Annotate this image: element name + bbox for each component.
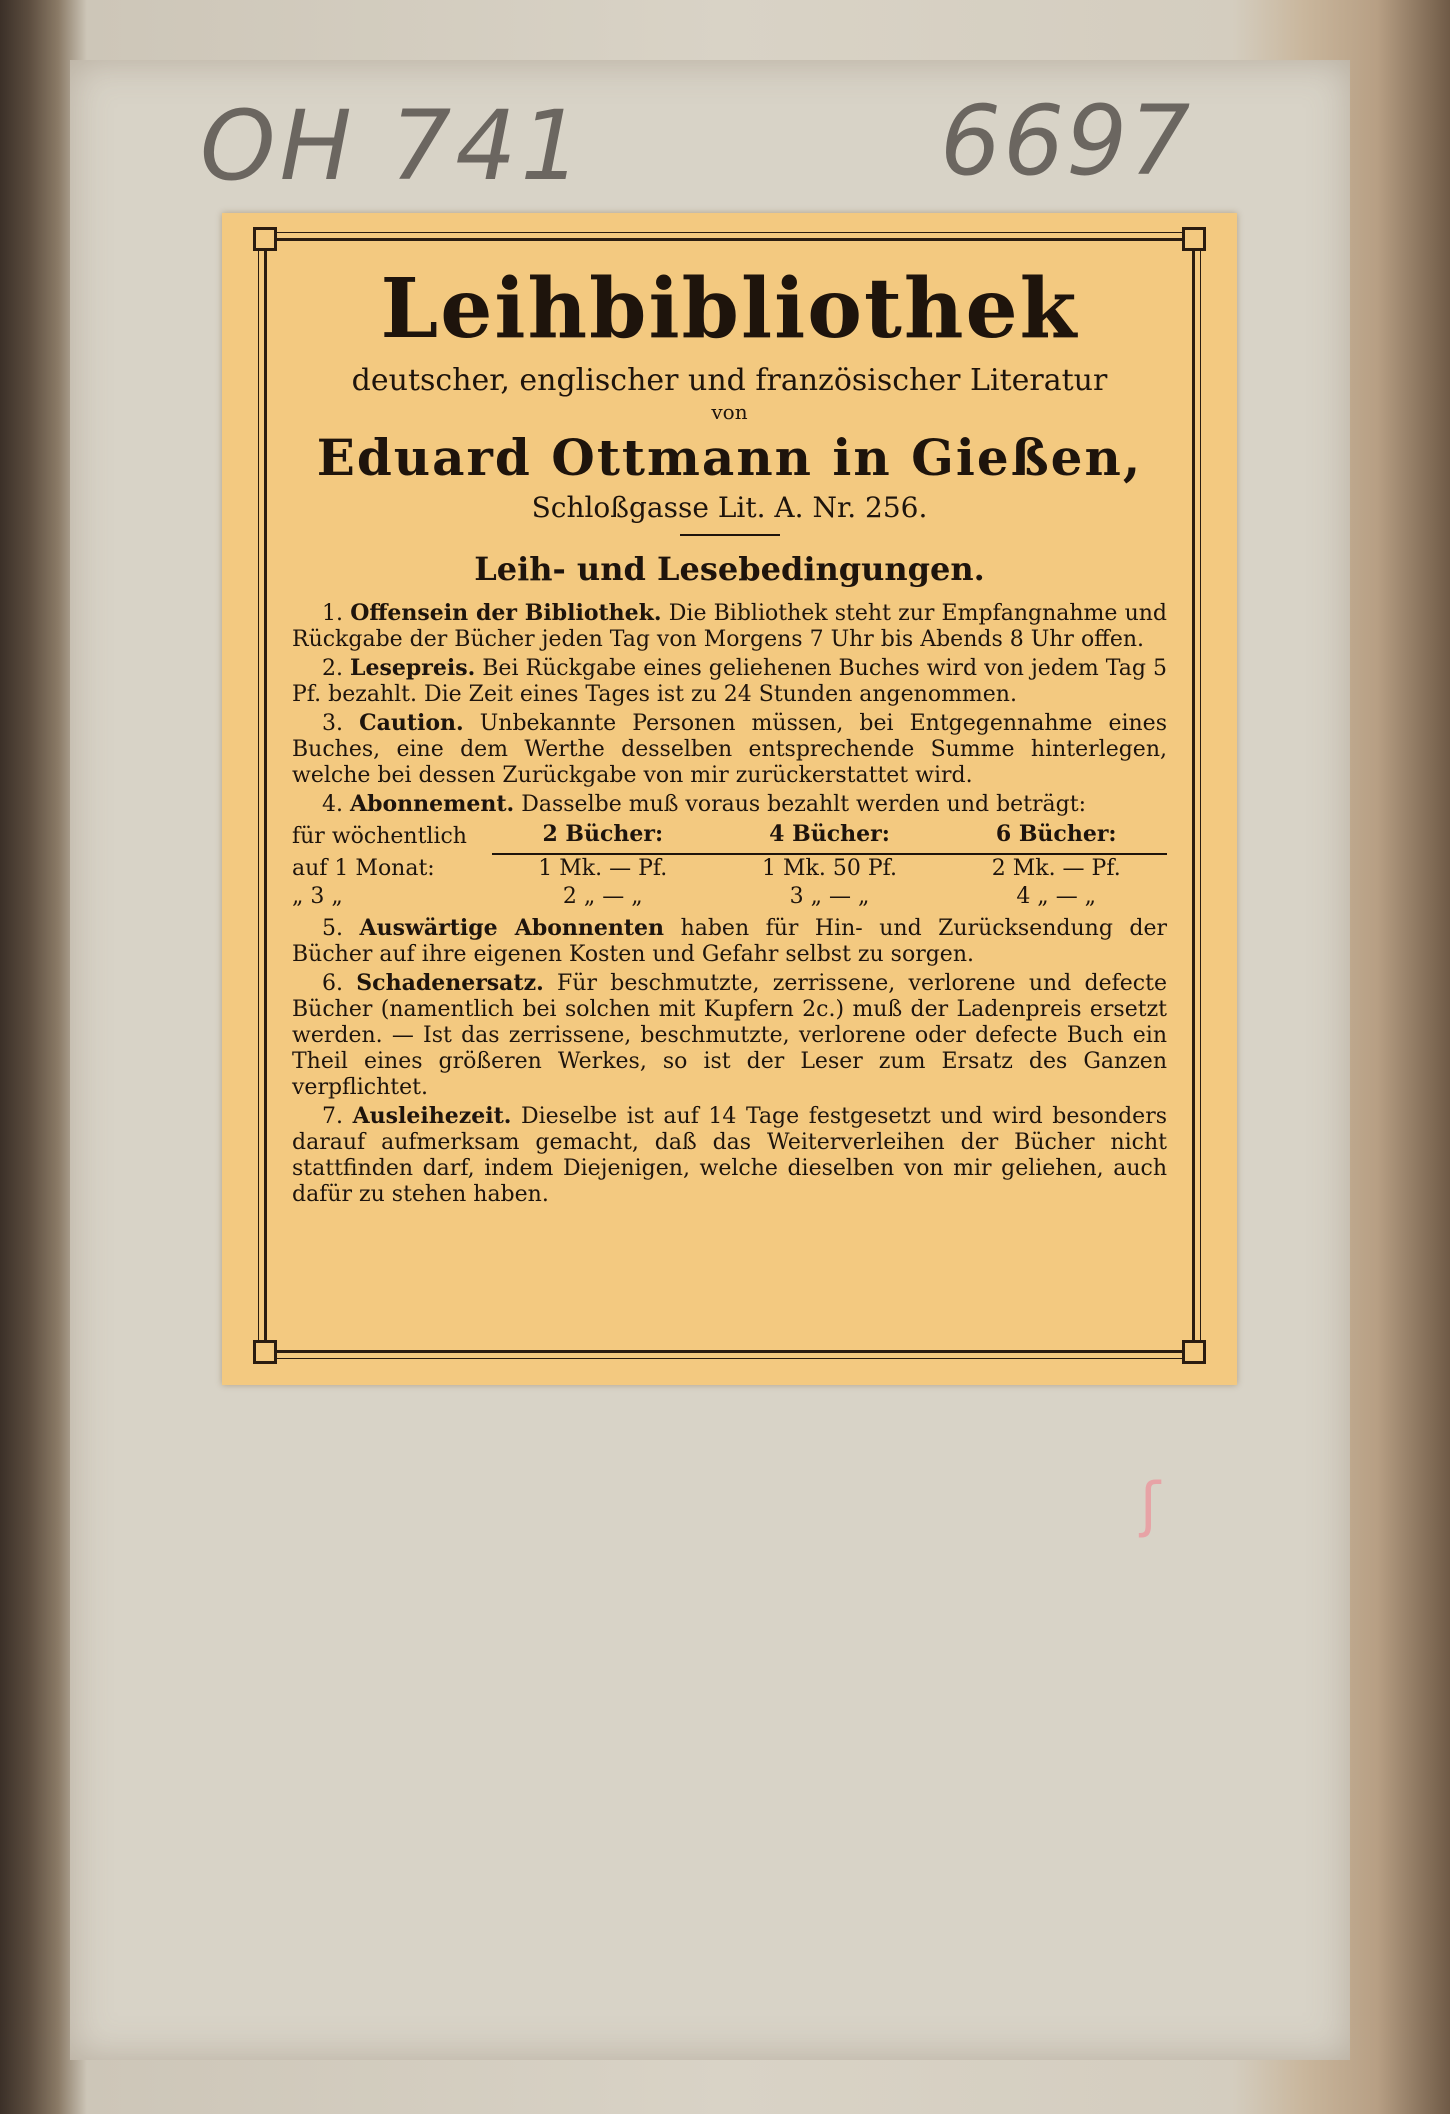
label-content — [292, 253, 1167, 1210]
price-cell: 1 Mk. 50 Pf. — [762, 856, 897, 881]
price-row — [292, 854, 1167, 883]
rule-number: 1. — [322, 601, 343, 626]
rule-keyword: Schadenersatz. — [356, 970, 544, 996]
label-title: Leihbibliothek — [380, 261, 1079, 357]
rule-keyword: Ausleihezeit. — [352, 1103, 512, 1129]
subscription-price-table — [292, 820, 1167, 911]
rule-text: Bei Rückgabe eines geliehenen Buches wird von jedem Tag 5 Pf. bezahlt. Die Zeit eines Tages ist zu 24 Stunden angenommen. — [292, 656, 1167, 707]
conditions-heading: Leih- und Lesebedingungen. — [474, 550, 985, 588]
rule-number: 5. — [322, 916, 343, 941]
rule-keyword: Lesepreis. — [350, 655, 476, 681]
publisher-name: Eduard Ottmann in Gießen, — [316, 428, 1143, 487]
divider — [680, 534, 780, 536]
rule-keyword: Abonnement. — [350, 791, 515, 817]
price-column-header: 4 Bücher: — [714, 820, 946, 854]
frame-corner-ornament — [1182, 227, 1206, 251]
price-cell: 2 „ — „ — [562, 884, 643, 909]
rule-keyword: Offensein der Bibliothek. — [350, 600, 662, 626]
rule-paragraph — [292, 710, 1167, 789]
rule-text: haben für Hin- und Zurücksendung der Bücher auf ihre eigenen Kosten und Gefahr selbst zu sorgen. — [292, 916, 1168, 967]
rule-keyword: Caution. — [359, 710, 464, 736]
price-cell: 4 „ — „ — [1016, 884, 1097, 909]
rule-keyword: Auswärtige Abonnenten — [359, 915, 665, 941]
label-von: von — [711, 400, 748, 424]
rule-paragraph — [292, 791, 1167, 818]
frame-corner-ornament — [253, 1340, 277, 1364]
rule-text: Dieselbe ist auf 14 Tage festgesetzt und wird besonders darauf aufmerksam gemacht, daß das Weiterverleihen der Bücher nicht stattfinden darf, indem Diejenigen, welche dieselben von mir geliehen, auch dafür zu stehen haben. — [292, 1104, 1168, 1207]
rule-text: Dasselbe muß voraus bezahlt werden und beträgt: — [521, 792, 1086, 817]
rule-paragraph — [292, 1103, 1167, 1208]
publisher-address: Schloßgasse Lit. A. Nr. 256. — [531, 491, 928, 524]
frame-corner-ornament — [1182, 1340, 1206, 1364]
price-table-header — [292, 820, 1167, 854]
price-column-header: 2 Bücher: — [492, 820, 714, 854]
pink-stamp-mark: ʃ — [1140, 1470, 1161, 1540]
library-label — [222, 213, 1237, 1385]
price-row-label: auf 1 Monat: — [292, 855, 435, 881]
rule-number: 6. — [322, 971, 343, 996]
rule-text: Unbekannte Personen müssen, bei Entgegennahme eines Buches, eine dem Werthe desselben entsprechende Summe hinterlegen, welche bei dessen Zurückgabe von mir zurückerstattet wird. — [292, 711, 1167, 788]
price-row — [292, 883, 1167, 911]
price-row-header: für wöchentlich — [292, 824, 467, 849]
handwritten-inventory-number: 6697 — [940, 85, 1193, 197]
rule-paragraph — [292, 915, 1167, 968]
rule-paragraph — [292, 655, 1167, 708]
rule-number: 7. — [322, 1104, 343, 1129]
label-subtitle: deutscher, englischer und französischer Literatur — [351, 363, 1108, 398]
rule-text: Für beschmutzte, zerrissene, verlorene und defecte Bücher (namentlich bei solchen mit Kupfern 2c.) muß der Ladenpreis ersetzt werden. — Ist das zerrissene, beschmutzte, verlorene oder defecte Buch ein Theil eines größeren Werkes, so ist der Leser zum Ersatz des Ganzen verpflichtet. — [292, 971, 1167, 1100]
price-cell: 3 „ — „ — [789, 884, 870, 909]
price-cell: 2 Mk. — Pf. — [991, 856, 1121, 881]
handwritten-call-number: OH 741 — [200, 90, 586, 202]
rule-paragraph — [292, 970, 1167, 1101]
price-row-label: „ 3 „ — [292, 884, 343, 909]
rule-text: Die Bibliothek steht zur Empfangnahme und Rückgabe der Bücher jeden Tag von Morgens 7 Uhr bis Abends 8 Uhr offen. — [292, 601, 1167, 652]
frame-corner-ornament — [253, 227, 277, 251]
conditions-text — [292, 600, 1167, 1208]
price-column-header: 6 Bücher: — [945, 820, 1167, 854]
rule-number: 3. — [322, 711, 343, 736]
rule-number: 2. — [322, 656, 343, 681]
rule-number: 4. — [322, 792, 343, 817]
rule-paragraph — [292, 600, 1167, 653]
price-cell: 1 Mk. — Pf. — [538, 856, 668, 881]
